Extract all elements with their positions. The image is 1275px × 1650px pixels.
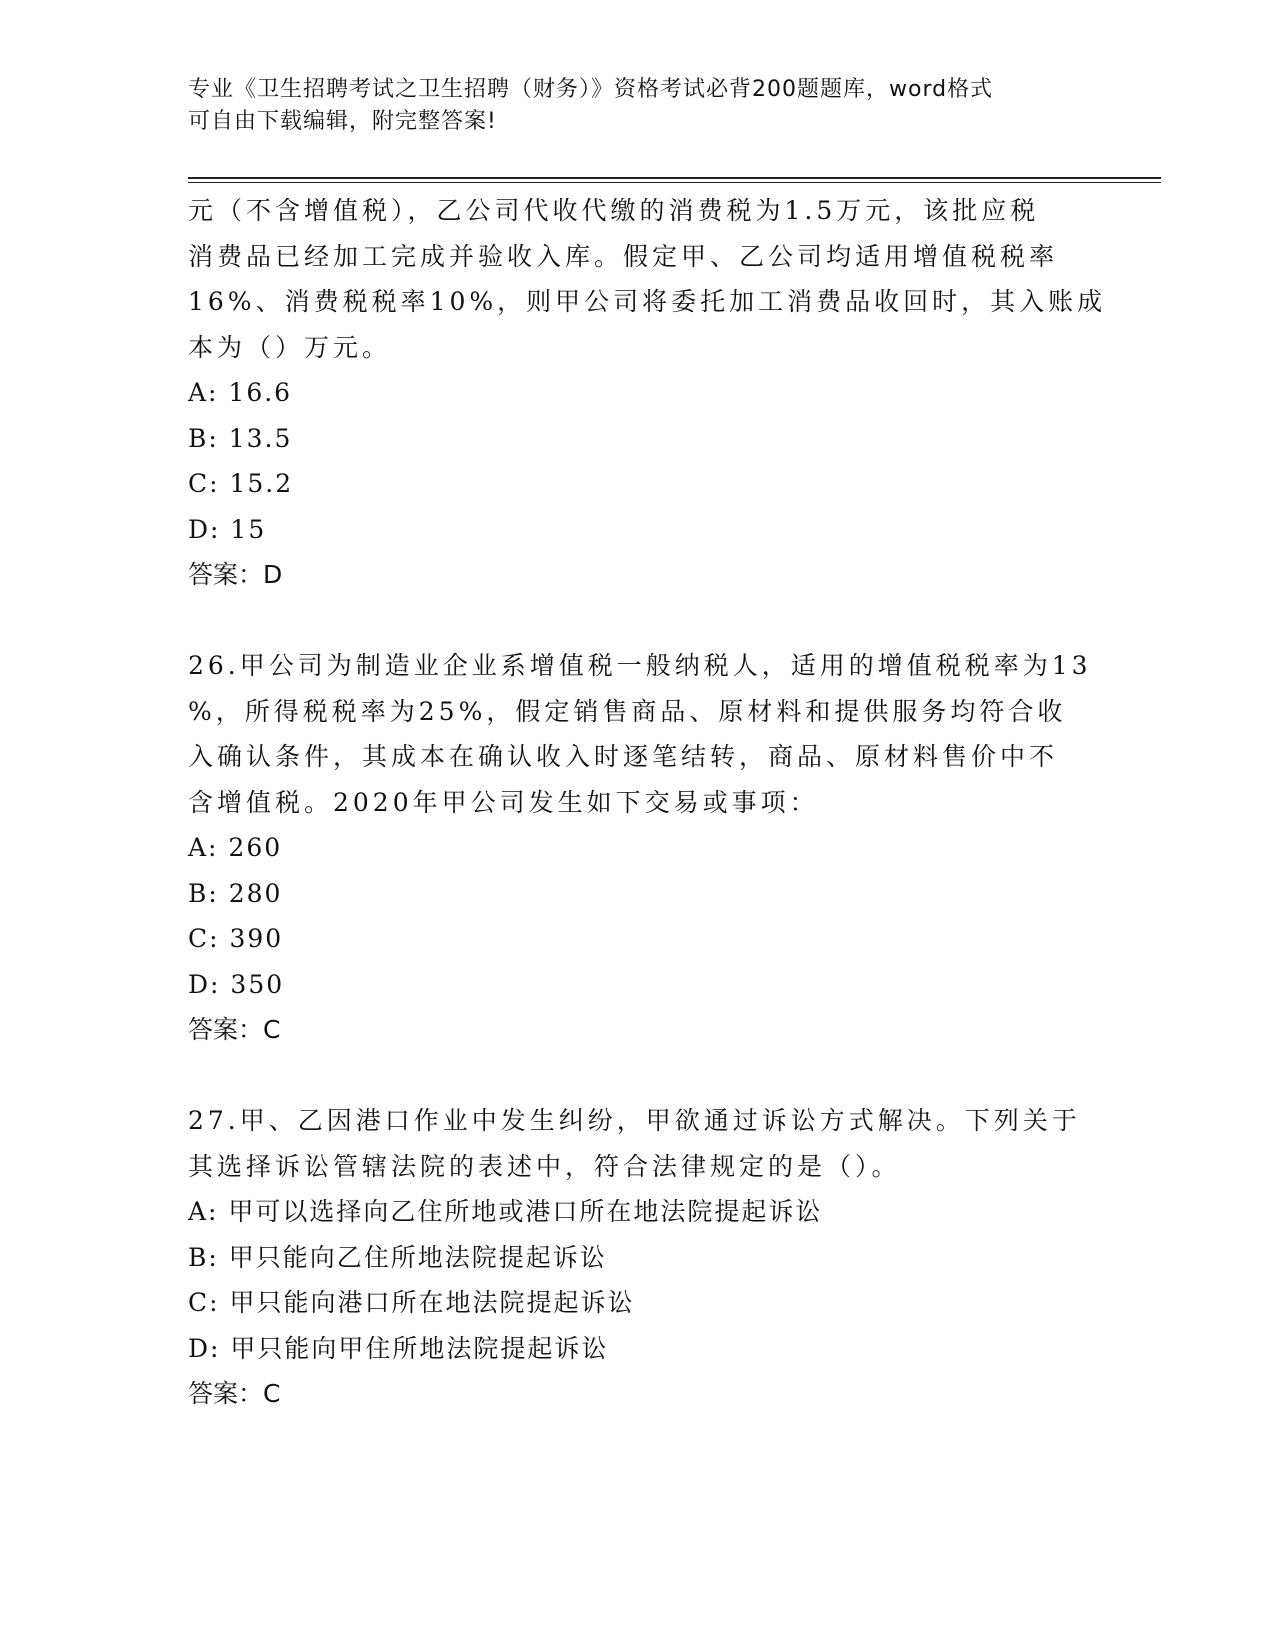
question-text-line: 其选择诉讼管辖法院的表述中，符合法律规定的是（）。 (188, 1151, 901, 1181)
question-text-line: 入确认条件，其成本在确认收入时逐笔结转，商品、原材料售价中不 (188, 742, 1059, 771)
option-d: D: 350 (188, 969, 285, 999)
question-25 (188, 188, 1107, 598)
option-b: B: 280 (188, 878, 283, 908)
question-list (188, 188, 1107, 1417)
question-text-line: 本为（）万元。 (188, 332, 392, 362)
header-divider-thick (188, 177, 1161, 179)
question-text-line: 含增值税。2020年甲公司发生如下交易或事项： (188, 787, 819, 817)
question-text-line: 消费品已经加工完成并验收入库。假定甲、乙公司均适用增值税税率 (188, 241, 1059, 271)
question-spacer (188, 1053, 1088, 1099)
option-d: D: 15 (188, 514, 267, 544)
document-header (188, 74, 1068, 138)
question-text-line: 27.甲、乙因港口作业中发生纠纷，甲欲通过诉讼方式解决。下列关于 (188, 1106, 1081, 1135)
answer: 答案：C (188, 1379, 281, 1408)
option-c: C: 甲只能向港口所在地法院提起诉讼 (188, 1288, 635, 1317)
option-d: D: 甲只能向甲住所地法院提起诉讼 (188, 1333, 609, 1363)
question-text-line: 元（不含增值税），乙公司代收代缴的消费税为1.5万元，该批应税 (188, 196, 1040, 225)
question-spacer (188, 598, 1088, 644)
header-divider-thin (188, 182, 1161, 183)
header-title-line-1: 专业《卫生招聘考试之卫生招聘（财务）》资格考试必背200题题库，word格式 (188, 77, 994, 102)
question-text-line: 26.甲公司为制造业企业系增值税一般纳税人，适用的增值税税率为13 (188, 651, 1092, 680)
option-c: C: 390 (188, 924, 284, 953)
option-c: C: 15.2 (188, 469, 294, 498)
question-26 (188, 643, 1092, 1053)
option-a: A: 260 (188, 833, 283, 862)
option-a: A: 甲可以选择向乙住所地或港口所在地法院提起诉讼 (188, 1197, 823, 1226)
option-b: B: 甲只能向乙住所地法院提起诉讼 (188, 1242, 607, 1272)
answer: 答案：D (188, 560, 283, 589)
option-a: A: 16.6 (188, 378, 293, 407)
header-title-line-2: 可自由下载编辑，附完整答案! (188, 109, 497, 134)
option-b: B: 13.5 (188, 423, 293, 453)
question-text-line: 16%、消费税税率10%，则甲公司将委托加工消费品收回时，其入账成 (188, 287, 1107, 316)
question-27 (188, 1098, 1088, 1417)
question-text-line: %，所得税税率为25%，假定销售商品、原材料和提供服务均符合收 (188, 696, 1067, 726)
answer: 答案：C (188, 1015, 281, 1044)
